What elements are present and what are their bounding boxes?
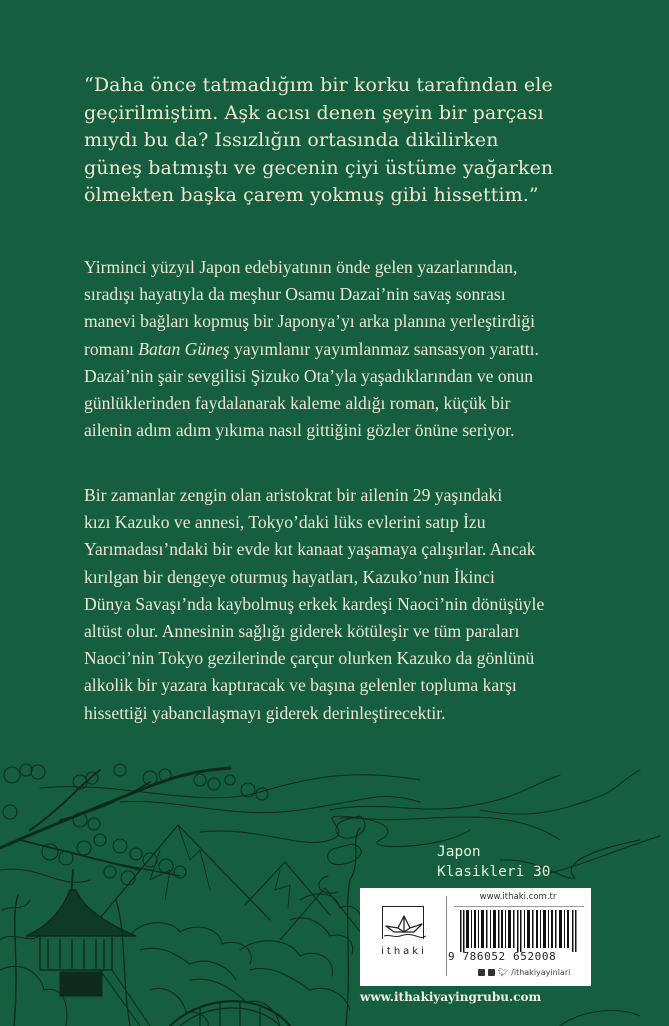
series-number: Klasikleri 30: [437, 864, 551, 880]
series-name: Japon: [437, 844, 481, 860]
description-paragraph-1: [84, 254, 614, 444]
isbn-number: 9 786052 652008: [448, 950, 557, 963]
publisher-website: www.ithakiyayingrubu.com: [360, 990, 542, 1004]
paragraph-line: Dünya Savaşı’nda kaybolmuş erkek kardeşi Naoci’nin dönüşüyle: [84, 593, 545, 614]
paragraph-line: hissettiği yabancılaşmayı giderek derinleştirecektir.: [84, 702, 446, 723]
paper-boat-icon: [382, 912, 426, 942]
paragraph-line: Dazai’nin şair sevgilisi Şizuko Ota’yla yaşadıklarından ve onun: [84, 365, 534, 386]
line-suffix: yayımlanır yayımlanmaz sansasyon yarattı.: [229, 338, 539, 359]
paragraph-line: [84, 336, 614, 363]
paragraph-line: manevi bağları kopmuş bir Japonya’yı arka planına yerleştirdiği: [84, 311, 535, 332]
twitter-icon: 🐦︎: [498, 968, 509, 977]
paragraph-line: Yirminci yüzyıl Japon edebiyatının önde gelen yazarlarından,: [84, 257, 518, 277]
paragraph-line: kırılgan bir dengeye oturmuş hayatları, Kazuko’nun İkinci: [84, 566, 495, 587]
paragraph-line: Naoci’nin Tokyo gezilerinde çarçur olurken Kazuko da gönlünü: [84, 648, 535, 669]
barcode: [460, 910, 578, 952]
series-label: [437, 842, 551, 882]
divider: [446, 896, 447, 976]
social-handle: /ithakiyayinlari: [511, 968, 571, 977]
publisher-website-small: www.ithaki.com.tr: [479, 892, 557, 902]
line-prefix: romanı: [84, 338, 139, 359]
quote-line: geçirilmiştim. Aşk acısı denen şeyin bir parçası: [84, 101, 544, 124]
paragraph-line: sıradışı hayatıyla da meşhur Osamu Dazai’nin savaş sonrası: [84, 284, 506, 305]
quote-line: güneş batmıştı ve gecenin çiyi üstüme yağarken: [84, 156, 554, 179]
social-media-row: [478, 968, 570, 977]
paragraph-line: kızı Kazuko ve annesi, Tokyo’daki lüks evlerini satıp İzu: [84, 512, 486, 533]
publisher-logo: [376, 906, 442, 972]
description-paragraph-2: [84, 482, 614, 727]
divider: [454, 906, 584, 907]
paragraph-line: günlüklerinden faydalanarak kaleme aldığı roman, küçük bir: [84, 393, 511, 414]
facebook-icon: [488, 969, 495, 976]
publisher-logo-text: ithaki: [381, 946, 427, 957]
paragraph-line: altüst olur. Annesinin sağlığı giderek kötüleşir ve tüm paraları: [84, 621, 520, 642]
barcode-panel: [360, 888, 591, 986]
instagram-icon: [478, 969, 485, 976]
quote-line: mıydı bu da? Issızlığın ortasında dikilirken: [84, 129, 499, 151]
paragraph-line: Yarımadası’ndaki bir evde kıt kanaat yaşamaya çalışırlar. Ancak: [84, 539, 536, 560]
quote-line: ölmekten başka çarem yokmuş gibi hissettim.”: [84, 184, 539, 206]
paragraph-line: Bir zamanlar zengin olan aristokrat bir ailenin 29 yaşındaki: [84, 485, 503, 505]
pull-quote: [84, 72, 604, 210]
quote-line: “Daha önce tatmadığım bir korku tarafından ele: [84, 74, 553, 96]
paragraph-line: alkolik bir yazara kaptıracak ve başına gelenler topluma karşı: [84, 675, 517, 696]
book-title-italic: Batan Güneş: [138, 338, 230, 359]
paragraph-line: ailenin adım adım yıkıma nasıl gittiğini gözler önüne seriyor.: [84, 420, 515, 441]
